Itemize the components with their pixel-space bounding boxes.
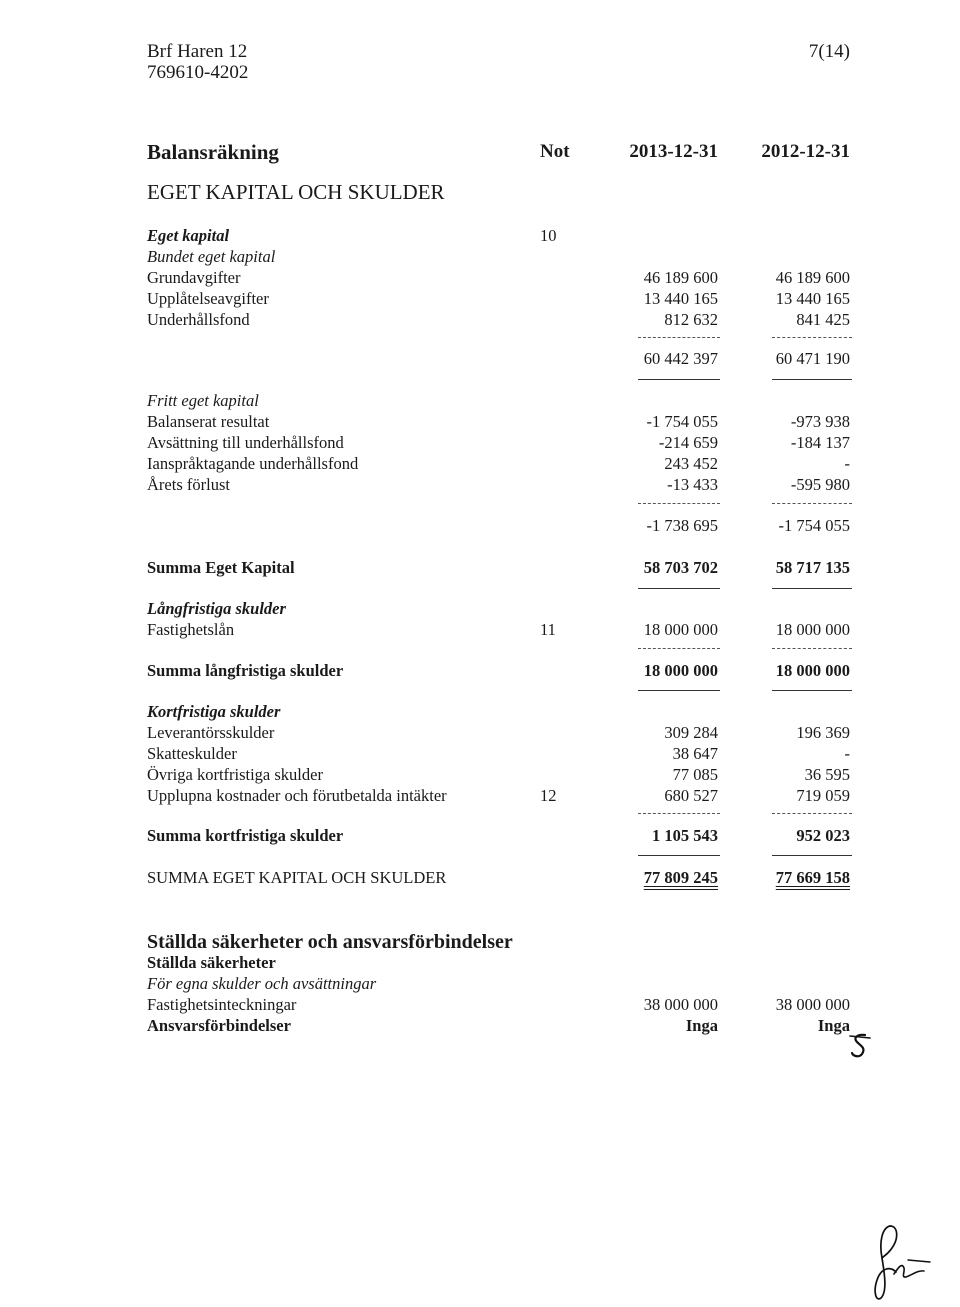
grand-total-label: SUMMA EGET KAPITAL OCH SKULDER xyxy=(147,868,447,887)
contingent-label: Ansvarsförbindelser xyxy=(147,1016,291,1035)
handwritten-page-mark xyxy=(846,1032,874,1062)
equity-total-label: Summa Eget Kapital xyxy=(147,558,295,577)
table-row-label: Grundavgifter xyxy=(147,268,241,287)
table-row-label: Underhållsfond xyxy=(147,310,250,329)
long-term-total-previous: 18 000 000 xyxy=(775,661,850,680)
table-cell-current: -1 754 055 xyxy=(646,412,718,431)
pledges-subheading: Ställda säkerheter xyxy=(147,953,276,972)
table-row-label: Övriga kortfristiga skulder xyxy=(147,765,323,784)
restricted-subtotal-current: 60 442 397 xyxy=(643,349,718,368)
table-cell-current: -13 433 xyxy=(667,475,718,494)
table-row-label: Balanserat resultat xyxy=(147,412,270,431)
subtotal-rule xyxy=(772,813,852,814)
short-term-heading: Kortfristiga skulder xyxy=(147,702,281,721)
subtotal-underline xyxy=(638,379,720,380)
table-cell-previous: 719 059 xyxy=(796,786,850,805)
grand-total-previous: 77 669 158 xyxy=(775,868,850,887)
org-number: 769610-4202 xyxy=(147,62,249,83)
table-cell-current: 46 189 600 xyxy=(643,268,718,287)
subtotal-rule xyxy=(772,648,852,649)
table-cell-previous: -184 137 xyxy=(790,433,850,452)
mortgage-label: Fastighetsinteckningar xyxy=(147,995,297,1014)
subtotal-rule xyxy=(772,503,852,504)
table-row-label: Skatteskulder xyxy=(147,744,237,763)
table-cell-current: -214 659 xyxy=(658,433,718,452)
subtotal-rule xyxy=(638,648,720,649)
total-underline xyxy=(638,588,720,589)
total-underline xyxy=(772,855,852,856)
table-row-note: 12 xyxy=(540,786,557,805)
mortgage-previous: 38 000 000 xyxy=(775,995,850,1014)
short-term-total-current: 1 105 543 xyxy=(652,826,718,845)
table-cell-current: 309 284 xyxy=(664,723,718,742)
previous-year-header: 2012-12-31 xyxy=(761,141,850,162)
handwritten-initials xyxy=(868,1222,948,1302)
long-term-heading: Långfristiga skulder xyxy=(147,599,286,618)
subtotal-rule xyxy=(772,337,852,338)
table-cell-current: 13 440 165 xyxy=(643,289,718,308)
equity-total-previous: 58 717 135 xyxy=(775,558,850,577)
mortgage-current: 38 000 000 xyxy=(643,995,718,1014)
total-underline xyxy=(638,690,720,691)
table-cell-previous: 196 369 xyxy=(796,723,850,742)
table-cell-previous: -595 980 xyxy=(790,475,850,494)
subtotal-rule xyxy=(638,337,720,338)
table-cell-previous: 18 000 000 xyxy=(775,620,850,639)
total-underline xyxy=(772,588,852,589)
org-name: Brf Haren 12 xyxy=(147,41,248,62)
grand-total-current: 77 809 245 xyxy=(643,868,718,887)
total-underline xyxy=(638,855,720,856)
table-cell-previous: 841 425 xyxy=(796,310,850,329)
short-term-total-label: Summa kortfristiga skulder xyxy=(147,826,344,845)
table-row-label: Avsättning till underhållsfond xyxy=(147,433,344,452)
table-cell-previous: - xyxy=(844,744,850,763)
equity-total-current: 58 703 702 xyxy=(643,558,718,577)
table-cell-current: 680 527 xyxy=(664,786,718,805)
long-term-total-current: 18 000 000 xyxy=(643,661,718,680)
equity-note: 10 xyxy=(540,226,557,245)
contingent-previous: Inga xyxy=(817,1016,850,1035)
current-year-header: 2013-12-31 xyxy=(629,141,718,162)
section-heading: EGET KAPITAL OCH SKULDER xyxy=(147,180,445,204)
page-number: 7(14) xyxy=(808,41,850,62)
page-title: Balansräkning xyxy=(147,140,279,164)
note-column-header: Not xyxy=(540,141,570,162)
table-row-label: Upplupna kostnader och förutbetalda intäkter xyxy=(147,786,447,805)
table-cell-previous: -973 938 xyxy=(790,412,850,431)
table-cell-previous: 46 189 600 xyxy=(775,268,850,287)
table-row-label: Leverantörsskulder xyxy=(147,723,275,742)
table-row-note: 11 xyxy=(540,620,556,639)
table-row-label: Årets förlust xyxy=(147,475,230,494)
subtotal-underline xyxy=(772,379,852,380)
short-term-total-previous: 952 023 xyxy=(796,826,850,845)
table-cell-previous: 13 440 165 xyxy=(775,289,850,308)
unrestricted-subtotal-current: -1 738 695 xyxy=(646,516,718,535)
table-cell-previous: 36 595 xyxy=(804,765,850,784)
table-row-label: Ianspråktagande underhållsfond xyxy=(147,454,359,473)
table-cell-current: 18 000 000 xyxy=(643,620,718,639)
table-row-label: Fastighetslån xyxy=(147,620,235,639)
unrestricted-equity-heading: Fritt eget kapital xyxy=(147,391,259,410)
table-cell-current: 812 632 xyxy=(664,310,718,329)
table-cell-current: 38 647 xyxy=(672,744,718,763)
restricted-equity-heading: Bundet eget kapital xyxy=(147,247,276,266)
subtotal-rule xyxy=(638,503,720,504)
table-cell-previous: - xyxy=(844,454,850,473)
subtotal-rule xyxy=(638,813,720,814)
long-term-total-label: Summa långfristiga skulder xyxy=(147,661,344,680)
restricted-subtotal-previous: 60 471 190 xyxy=(775,349,850,368)
total-underline xyxy=(772,690,852,691)
table-cell-current: 243 452 xyxy=(664,454,718,473)
table-cell-current: 77 085 xyxy=(672,765,718,784)
contingent-current: Inga xyxy=(685,1016,718,1035)
table-row-label: Upplåtelseavgifter xyxy=(147,289,269,308)
unrestricted-subtotal-previous: -1 754 055 xyxy=(778,516,850,535)
equity-heading: Eget kapital xyxy=(147,226,230,245)
pledges-italic-heading: För egna skulder och avsättningar xyxy=(147,974,377,993)
pledges-heading: Ställda säkerheter och ansvarsförbindelser xyxy=(147,931,513,953)
